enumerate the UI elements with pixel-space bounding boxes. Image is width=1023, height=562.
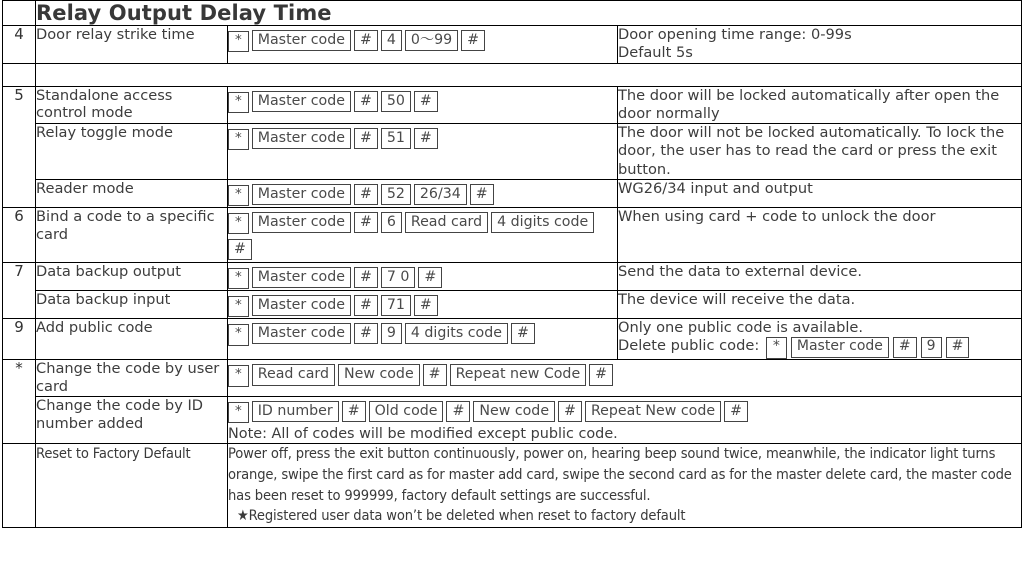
programming-instructions-table bbox=[2, 0, 1022, 528]
function-label: Change the code by ID number added bbox=[36, 396, 228, 443]
key-hash-end: # bbox=[418, 267, 442, 288]
table-row bbox=[3, 290, 1022, 318]
key-new-code: New code bbox=[473, 401, 555, 422]
key-sequence-list bbox=[228, 26, 617, 53]
key-sequence-list bbox=[228, 291, 617, 318]
table-row bbox=[3, 444, 1022, 528]
key-master-code: Master code bbox=[252, 128, 351, 149]
key-hash-2: # bbox=[446, 401, 470, 422]
key-hash-end: # bbox=[228, 239, 252, 260]
key-hash: # bbox=[354, 128, 378, 149]
key-star: * bbox=[228, 92, 249, 113]
key-command-code: 7 0 bbox=[381, 267, 416, 288]
row-number bbox=[3, 444, 36, 528]
function-label: Change the code by user card bbox=[36, 360, 228, 397]
key-master-code: Master code bbox=[252, 212, 351, 233]
key-hash-end: # bbox=[470, 184, 494, 205]
key-sequence-list bbox=[228, 319, 617, 346]
key-hash-end: # bbox=[724, 401, 748, 422]
reset-star-note: ★Registered user data won’t be deleted when reset to factory default bbox=[237, 507, 686, 525]
key-star: * bbox=[228, 31, 249, 52]
reset-procedure-cell bbox=[228, 444, 1022, 528]
key-hash-end: # bbox=[414, 128, 438, 149]
function-label: Reader mode bbox=[36, 179, 228, 207]
key-command-code: 6 bbox=[381, 212, 402, 233]
key-hash: # bbox=[423, 364, 447, 385]
key-sequence bbox=[228, 86, 618, 123]
function-label: Reset to Factory Default bbox=[36, 444, 228, 528]
function-label: Standalone access control mode bbox=[36, 86, 228, 123]
key-master-code: Master code bbox=[252, 267, 351, 288]
key-hash: # bbox=[893, 337, 917, 358]
key-repeat-new-code: Repeat New code bbox=[585, 401, 721, 422]
key-hash: # bbox=[354, 323, 378, 344]
key-hash-end: # bbox=[589, 364, 613, 385]
key-id-number: ID number bbox=[252, 401, 339, 422]
section-banner-title bbox=[36, 1, 1022, 26]
function-label: Door relay strike time bbox=[36, 26, 228, 63]
key-sequence bbox=[228, 179, 618, 207]
key-sequence bbox=[228, 396, 1022, 443]
description-cell: WG26/34 input and output bbox=[618, 179, 1022, 207]
key-hash: # bbox=[342, 401, 366, 422]
key-four-digits-code: 4 digits code bbox=[491, 212, 594, 233]
table-row-spacer bbox=[3, 63, 1022, 86]
description-cell bbox=[618, 319, 1022, 360]
key-hash: # bbox=[354, 30, 378, 51]
description-cell: The door will be locked automatically after open the door normally bbox=[618, 86, 1022, 123]
function-label: Bind a code to a specific card bbox=[36, 208, 228, 263]
key-hash: # bbox=[354, 212, 378, 233]
key-hash-end: # bbox=[946, 337, 970, 358]
key-command-code: 9 bbox=[921, 337, 942, 358]
key-repeat-new-code: Repeat new Code bbox=[450, 364, 587, 385]
key-hash-end: # bbox=[461, 30, 485, 51]
key-master-code: Master code bbox=[252, 30, 351, 51]
reset-procedure-text: Power off, press the exit button continuously, power on, hearing beep sound twice, meanwhile, the indicator light turns orange, swipe the first card as for master add card, swipe the second card as for the master delete card, the master code has been reset to 999999, factory default settings are successful. bbox=[228, 445, 1012, 504]
key-star: * bbox=[228, 213, 249, 234]
key-master-code: Master code bbox=[791, 337, 889, 358]
key-star: * bbox=[228, 365, 249, 386]
key-hash: # bbox=[354, 295, 378, 316]
row-number: 6 bbox=[3, 208, 36, 263]
table-row bbox=[3, 26, 1022, 63]
table-row bbox=[3, 360, 1022, 397]
key-sequence-list bbox=[228, 208, 617, 262]
description-cell: The door will not be locked automatically. To lock the door, the user has to read the card or press the exit button. bbox=[618, 124, 1022, 180]
key-hash-end: # bbox=[414, 295, 438, 316]
delete-public-code-label: Delete public code: bbox=[618, 337, 760, 355]
row-number: 7 bbox=[3, 262, 36, 319]
key-sequence-list bbox=[228, 263, 617, 290]
key-sequence bbox=[228, 124, 618, 180]
key-sequence bbox=[228, 208, 618, 263]
key-read-card: Read card bbox=[405, 212, 488, 233]
key-star: * bbox=[228, 296, 249, 317]
table-row bbox=[3, 319, 1022, 360]
description-cell bbox=[618, 26, 1022, 63]
key-read-card: Read card bbox=[252, 364, 335, 385]
key-sequence-list bbox=[228, 124, 617, 151]
row-number: 4 bbox=[3, 26, 36, 63]
key-new-code: New code bbox=[338, 364, 420, 385]
key-master-code: Master code bbox=[252, 91, 351, 112]
key-hash-end: # bbox=[511, 323, 535, 344]
key-old-code: Old code bbox=[369, 401, 444, 422]
table-row bbox=[3, 124, 1022, 180]
function-label: Add public code bbox=[36, 319, 228, 360]
key-master-code: Master code bbox=[252, 323, 351, 344]
key-value-range: 0～99 bbox=[405, 30, 458, 51]
table-row bbox=[3, 396, 1022, 443]
row-number: * bbox=[3, 360, 36, 444]
note-text: Note: All of codes will be modified except public code. bbox=[228, 426, 618, 443]
key-star: * bbox=[228, 185, 249, 206]
key-wiegand-format: 26/34 bbox=[414, 184, 467, 205]
key-sequence-list bbox=[228, 397, 1021, 424]
key-star: * bbox=[766, 337, 787, 359]
function-label: Data backup input bbox=[36, 290, 228, 318]
key-sequence bbox=[228, 360, 1022, 397]
key-star: * bbox=[228, 129, 249, 150]
table-row bbox=[3, 262, 1022, 290]
key-sequence bbox=[228, 262, 618, 290]
key-four-digits-code: 4 digits code bbox=[405, 323, 508, 344]
key-master-code: Master code bbox=[252, 184, 351, 205]
spacer-cell bbox=[36, 63, 1022, 86]
description-cell: When using card + code to unlock the door bbox=[618, 208, 1022, 263]
key-command-code: 52 bbox=[381, 184, 411, 205]
key-hash-end: # bbox=[414, 91, 438, 112]
description-line-1: Only one public code is available. bbox=[618, 319, 864, 337]
key-command-code: 51 bbox=[381, 128, 411, 149]
key-master-code: Master code bbox=[252, 295, 351, 316]
key-star: * bbox=[228, 324, 249, 345]
table-row bbox=[3, 179, 1022, 207]
row-number: 9 bbox=[3, 319, 36, 360]
key-hash: # bbox=[354, 184, 378, 205]
row-number: 5 bbox=[3, 86, 36, 207]
key-sequence bbox=[228, 290, 618, 318]
description-cell: Send the data to external device. bbox=[618, 262, 1022, 290]
function-label: Data backup output bbox=[36, 262, 228, 290]
key-sequence-list bbox=[228, 360, 1021, 387]
key-star: * bbox=[228, 268, 249, 289]
description-line-2: Default 5s bbox=[618, 44, 693, 62]
function-label: Relay toggle mode bbox=[36, 124, 228, 180]
table-row-banner bbox=[3, 1, 1022, 26]
key-sequence-list bbox=[228, 87, 617, 114]
table-row bbox=[3, 86, 1022, 123]
banner-text: Relay Output Delay Time bbox=[36, 1, 332, 25]
key-command-code: 9 bbox=[381, 323, 402, 344]
key-hash: # bbox=[354, 267, 378, 288]
key-sequence-list bbox=[228, 180, 617, 207]
row-number-cell-banner bbox=[3, 1, 36, 26]
key-command-code: 71 bbox=[381, 295, 411, 316]
description-line-1: Door opening time range: 0-99s bbox=[618, 26, 852, 44]
key-hash: # bbox=[354, 91, 378, 112]
key-sequence bbox=[228, 26, 618, 63]
key-command-code: 4 bbox=[381, 30, 402, 51]
key-star: * bbox=[228, 402, 249, 423]
row-number-cell-spacer bbox=[3, 63, 36, 86]
table-row bbox=[3, 208, 1022, 263]
key-sequence bbox=[228, 319, 618, 360]
description-cell: The device will receive the data. bbox=[618, 290, 1022, 318]
key-command-code: 50 bbox=[381, 91, 411, 112]
key-hash-3: # bbox=[558, 401, 582, 422]
